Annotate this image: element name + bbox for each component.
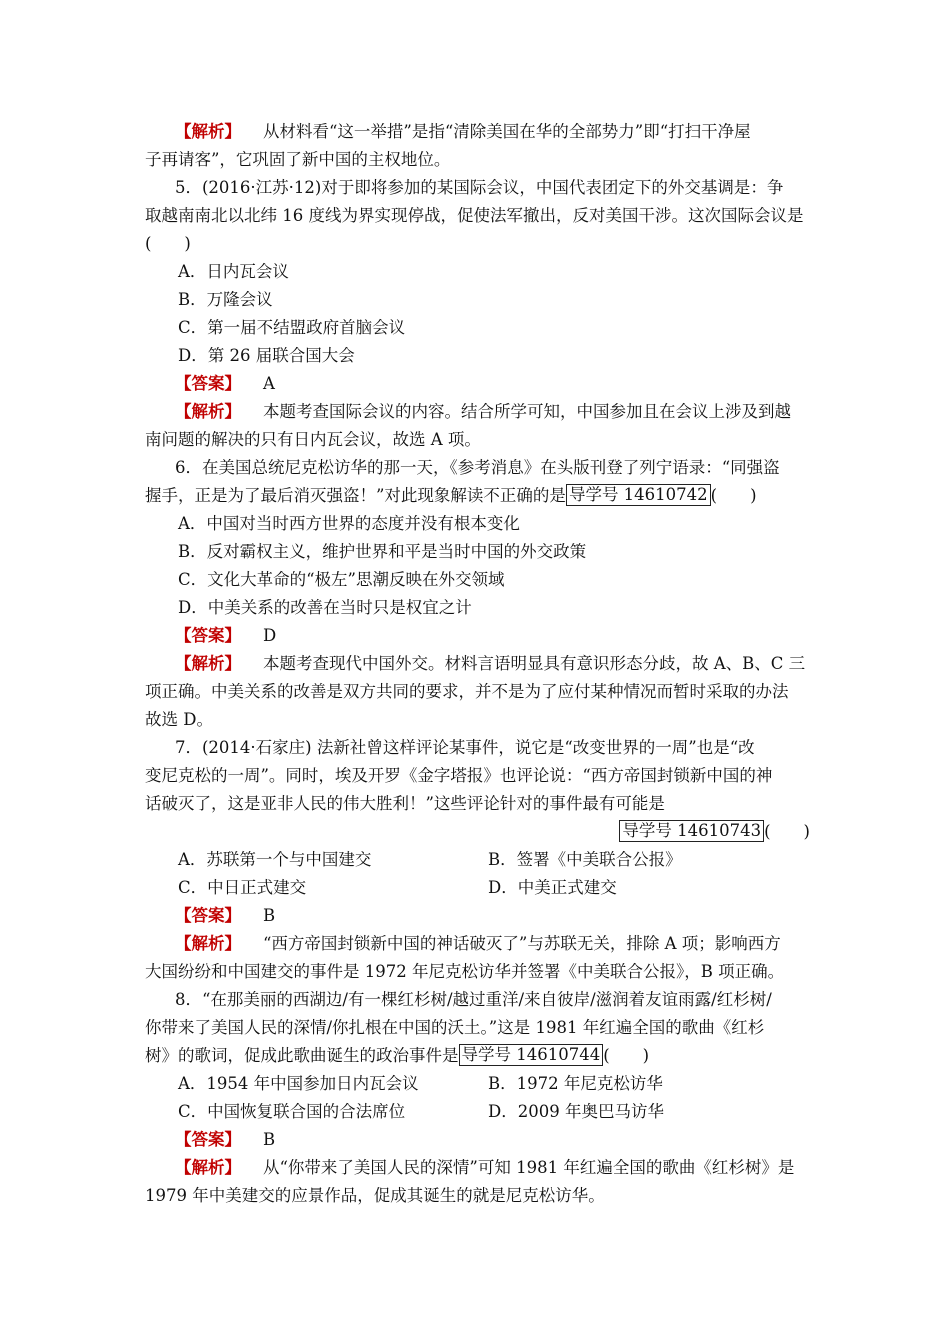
option-text: B．万隆会议 xyxy=(178,290,273,309)
question-7-code-line xyxy=(145,818,810,846)
explanation-text: 项正确。中美关系的改善是双方共同的要求，并不是为了应付某种情况而暂时采取的办法 xyxy=(145,682,789,701)
explanation-text: 本题考查现代中国外交。材料言语明显具有意识形态分歧，故 A、B、C 三 xyxy=(263,654,806,673)
question-8-stem xyxy=(145,1014,810,1042)
answer-tag: 【答案】 xyxy=(175,374,241,393)
option-a xyxy=(145,510,810,538)
option-b xyxy=(145,286,810,314)
explanation-line xyxy=(145,650,810,678)
answer-line xyxy=(145,622,810,650)
guide-code-box: 导学号 14610742 xyxy=(566,484,711,506)
answer-value: B xyxy=(263,1130,276,1149)
explanation-line xyxy=(145,426,810,454)
option-row xyxy=(145,874,810,902)
option-a: A．苏联第一个与中国建交 xyxy=(178,850,372,869)
question-text: 7．(2014·石家庄) 法新社曾这样评论某事件，说它是“改变世界的一周”也是“改 xyxy=(175,738,755,757)
explanation-tag: 【解析】 xyxy=(175,654,241,673)
explanation-line xyxy=(145,1154,810,1182)
explanation-text: 南问题的解决的只有日内瓦会议，故选 A 项。 xyxy=(145,430,481,449)
question-text: 你带来了美国人民的深情/你扎根在中国的沃土。”这是 1981 年红遍全国的歌曲《红杉 xyxy=(145,1018,765,1037)
option-d xyxy=(145,342,810,370)
question-text: 5．(2016·江苏·12)对于即将参加的某国际会议，中国代表团定下的外交基调是：争 xyxy=(175,178,784,197)
answer-tag: 【答案】 xyxy=(175,906,241,925)
option-b: B．1972 年尼克松访华 xyxy=(488,1074,663,1093)
question-5-stem xyxy=(145,230,810,258)
explanation-tag: 【解析】 xyxy=(175,934,241,953)
explanation-line xyxy=(145,398,810,426)
question-5-stem xyxy=(145,174,810,202)
explanation-text: 子再请客”，它巩固了新中国的主权地位。 xyxy=(145,150,451,169)
answer-line xyxy=(145,370,810,398)
answer-value: D xyxy=(263,626,277,645)
option-c: C．中日正式建交 xyxy=(178,878,307,897)
option-text: A．日内瓦会议 xyxy=(178,262,289,281)
option-c: C．中国恢复联合国的合法席位 xyxy=(178,1102,406,1121)
answer-paren: ( ) xyxy=(710,486,757,505)
question-8-stem xyxy=(145,1042,810,1070)
option-text: D．中美关系的改善在当时只是权宜之计 xyxy=(178,598,472,617)
option-text: A．中国对当时西方世界的态度并没有根本变化 xyxy=(178,514,520,533)
guide-code-box: 导学号 14610744 xyxy=(459,1044,604,1066)
option-text: C．第一届不结盟政府首脑会议 xyxy=(178,318,406,337)
explanation-text: “西方帝国封锁新中国的神话破灭了”与苏联无关，排除 A 项；影响西方 xyxy=(263,934,781,953)
explanation-line xyxy=(145,958,810,986)
option-row xyxy=(145,846,810,874)
guide-code-box: 导学号 14610743 xyxy=(619,820,764,842)
explanation-line xyxy=(145,1182,810,1210)
option-row xyxy=(145,1098,810,1126)
option-text: B．反对霸权主义，维护世界和平是当时中国的外交政策 xyxy=(178,542,587,561)
explanation-text: 大国纷纷和中国建交的事件是 1972 年尼克松访华并签署《中美联合公报》，B 项正确。 xyxy=(145,962,785,981)
explanation-tag: 【解析】 xyxy=(175,402,241,421)
explanation-text: 1979 年中美建交的应景作品，促成其诞生的就是尼克松访华。 xyxy=(145,1186,605,1205)
option-b: B．签署《中美联合公报》 xyxy=(488,850,682,869)
question-text: 话破灭了，这是亚非人民的伟大胜利！”这些评论针对的事件最有可能是 xyxy=(145,794,665,813)
answer-value: B xyxy=(263,906,276,925)
explanation-text: 本题考查国际会议的内容。结合所学可知，中国参加且在会议上涉及到越 xyxy=(263,402,791,421)
option-c xyxy=(145,314,810,342)
explanation-line xyxy=(145,930,810,958)
explanation-text: 从材料看“这一举措”是指“清除美国在华的全部势力”即“打扫干净屋 xyxy=(263,122,751,141)
question-6-stem xyxy=(145,482,810,510)
option-d: D．2009 年奥巴马访华 xyxy=(488,1102,664,1121)
question-text: 握手，正是为了最后消灭强盗！”对此现象解读不正确的是 xyxy=(145,486,566,505)
question-5-stem xyxy=(145,202,810,230)
answer-line xyxy=(145,1126,810,1154)
document-content xyxy=(145,118,810,1210)
question-7-stem xyxy=(145,762,810,790)
answer-paren: ( ) xyxy=(603,1046,650,1065)
answer-value: A xyxy=(263,374,275,393)
option-a xyxy=(145,258,810,286)
option-text: C．文化大革命的“极左”思潮反映在外交领域 xyxy=(178,570,505,589)
option-d: D．中美正式建交 xyxy=(488,878,617,897)
question-7-stem xyxy=(145,734,810,762)
question-7-stem xyxy=(145,790,810,818)
option-d xyxy=(145,594,810,622)
option-c xyxy=(145,566,810,594)
explanation-tag: 【解析】 xyxy=(175,1158,241,1177)
answer-line xyxy=(145,902,810,930)
option-a: A．1954 年中国参加日内瓦会议 xyxy=(178,1074,419,1093)
question-text: 6．在美国总统尼克松访华的那一天，《参考消息》在头版刊登了列宁语录：“同强盗 xyxy=(175,458,780,477)
answer-paren: ( ) xyxy=(145,234,191,253)
question-text: 树》的歌词，促成此歌曲诞生的政治事件是 xyxy=(145,1046,459,1065)
explanation-line xyxy=(145,678,810,706)
answer-tag: 【答案】 xyxy=(175,626,241,645)
explanation-line xyxy=(145,146,810,174)
option-row xyxy=(145,1070,810,1098)
question-text: 取越南南北以北纬 16 度线为界实现停战，促使法军撤出，反对美国干涉。这次国际会议是 xyxy=(145,206,804,225)
explanation-text: 故选 D。 xyxy=(145,710,213,729)
question-8-stem xyxy=(145,986,810,1014)
explanation-line xyxy=(145,118,810,146)
explanation-tag: 【解析】 xyxy=(175,122,241,141)
question-text: 8．“在那美丽的西湖边/有一棵红杉树/越过重洋/来自彼岸/滋润着友谊雨露/红杉树/ xyxy=(175,990,772,1009)
option-b xyxy=(145,538,810,566)
option-text: D．第 26 届联合国大会 xyxy=(178,346,355,365)
question-6-stem xyxy=(145,454,810,482)
question-text: 变尼克松的一周”。同时，埃及开罗《金字塔报》也评论说：“西方帝国封锁新中国的神 xyxy=(145,766,773,785)
explanation-line xyxy=(145,706,810,734)
answer-tag: 【答案】 xyxy=(175,1130,241,1149)
explanation-text: 从“你带来了美国人民的深情”可知 1981 年红遍全国的歌曲《红杉树》是 xyxy=(263,1158,795,1177)
answer-paren: ( ) xyxy=(764,822,810,841)
